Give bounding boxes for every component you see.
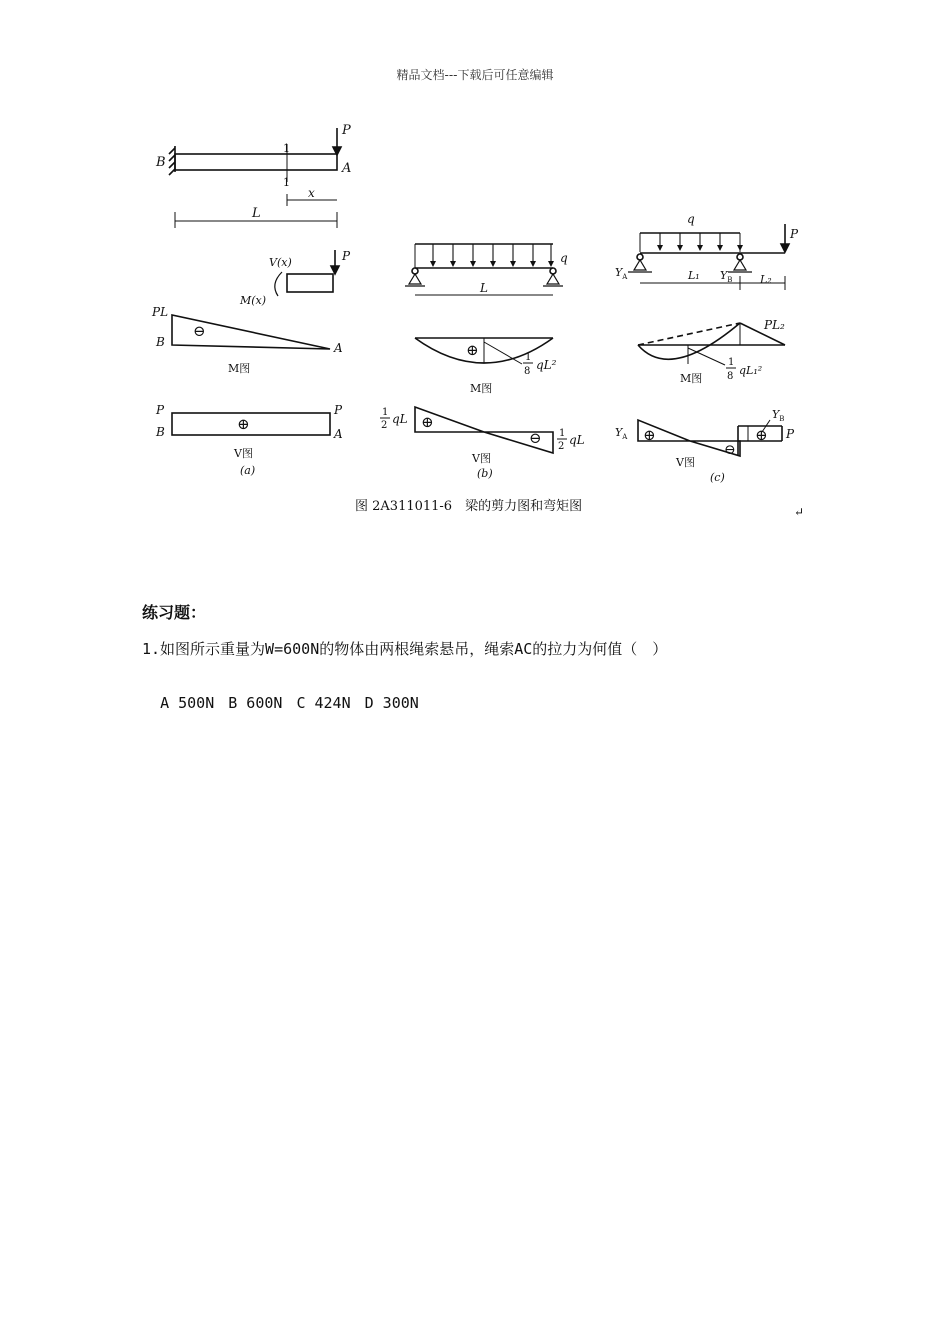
panel-a-moment-title: M图 <box>228 362 251 375</box>
panel-b-label-ql-left: qL <box>392 412 408 426</box>
panel-c-label-yb: $Y_B$ <box>720 269 733 284</box>
panel-a-shear-diagram <box>172 413 330 435</box>
option-c: C 424N <box>296 694 351 712</box>
panel-a-label-l: L <box>252 206 261 221</box>
option-a: A 500N <box>160 694 215 712</box>
panel-b-shear-title: V图 <box>472 452 491 465</box>
panel-c-moment-diagram <box>638 323 785 365</box>
panel-a-moment-label-b: B <box>156 335 165 349</box>
option-d: D 300N <box>364 694 419 712</box>
panel-b-label: (b) <box>477 467 493 480</box>
panel-c-label-ya: $Y_A$ <box>615 266 628 281</box>
exercise-options <box>142 676 433 712</box>
panel-b-frac-den: 8 <box>524 366 531 377</box>
panel-b-plus-sign-shear: ⊕ <box>421 413 434 431</box>
panel-a-shear-label-p-left: P <box>156 403 165 417</box>
return-mark: ↵ <box>794 505 805 519</box>
panel-a-label-pl: PL <box>152 305 169 319</box>
panel-b-frac-num: 1 <box>525 352 532 363</box>
panel-a-shear-label-b: B <box>156 425 165 439</box>
figure-caption: 图 2A311011-6 梁的剪力图和弯矩图 <box>355 499 583 514</box>
page-header: 精品文档---下载后可任意编辑 <box>396 68 554 82</box>
panel-a-label-a: A <box>342 161 352 176</box>
exercise-question: 1.如图所示重量为W=600N的物体由两根绳索悬吊，绳索AC的拉力为何值（ ） <box>142 640 668 658</box>
panel-c-label-p: P <box>790 227 799 241</box>
figure-svg <box>150 120 810 530</box>
panel-a-section-top: 1 <box>283 142 290 155</box>
panel-a-minus-sign: ⊖ <box>193 322 206 340</box>
panel-a-section-bottom: 1 <box>283 176 290 189</box>
panel-a-shear-label-p-right: P <box>334 403 343 417</box>
exercise-title: 练习题： <box>142 603 207 622</box>
panel-b-v-frac-num-right: 1 <box>559 428 566 439</box>
panel-c-label-l2: L₂ <box>760 273 772 286</box>
panel-c-label-q: q <box>687 212 695 226</box>
panel-c-moment-title: M图 <box>680 372 703 385</box>
panel-c-shear-title: V图 <box>676 456 695 469</box>
panel-c-label-ql1: qL₁² <box>739 364 763 377</box>
panel-c-shear-label-yb: $Y_B$ <box>772 408 785 423</box>
panel-b-label-ql2: qL² <box>536 358 557 372</box>
panel-a-plus-sign: ⊕ <box>237 415 250 433</box>
panel-b-label-l: L <box>480 281 488 295</box>
panel-c-frac-num: 1 <box>728 357 735 368</box>
panel-b-plus-sign-moment: ⊕ <box>466 341 479 359</box>
panel-a-moment-label-a: A <box>334 341 343 355</box>
panel-a-shear-title: V图 <box>234 447 253 460</box>
panel-b-label-ql-right: qL <box>569 433 585 447</box>
panel-a-label-x: x <box>308 186 315 200</box>
option-b: B 600N <box>228 694 283 712</box>
panel-c-frac-den: 8 <box>727 371 734 382</box>
panel-b-moment-diagram <box>415 338 553 364</box>
panel-c-plus-sign-right: ⊕ <box>755 426 768 444</box>
panel-b-v-frac-num-left: 1 <box>382 407 389 418</box>
panel-c-label-pl2: PL₂ <box>764 318 785 332</box>
panel-b-v-frac-den-right: 2 <box>558 441 565 452</box>
panel-a-label-p-freebody: P <box>342 249 351 263</box>
panel-c-shear-label-p: P <box>786 427 795 441</box>
panel-c-minus-sign: ⊖ <box>724 442 736 458</box>
panel-a-shear-label-a: A <box>334 427 343 441</box>
panel-c-plus-sign-left: ⊕ <box>643 426 656 444</box>
panel-a-label-b: B <box>156 155 166 170</box>
panel-c-label: (c) <box>710 471 725 484</box>
panel-c-label-l1: L₁ <box>688 269 700 282</box>
panel-a-label-p: P <box>342 123 351 138</box>
panel-a-label-vx: V(x) <box>269 256 292 269</box>
beam-shear-moment-figure <box>150 120 810 530</box>
panel-a-label: (a) <box>240 464 256 477</box>
panel-c-shear-label-ya: $Y_A$ <box>615 426 628 441</box>
panel-a-label-mx: M(x) <box>240 294 267 307</box>
panel-b-v-frac-den-left: 2 <box>381 420 388 431</box>
panel-b-moment-title: M图 <box>470 382 493 395</box>
panel-b-minus-sign-shear: ⊖ <box>529 429 542 447</box>
panel-b-label-q: q <box>560 251 568 265</box>
